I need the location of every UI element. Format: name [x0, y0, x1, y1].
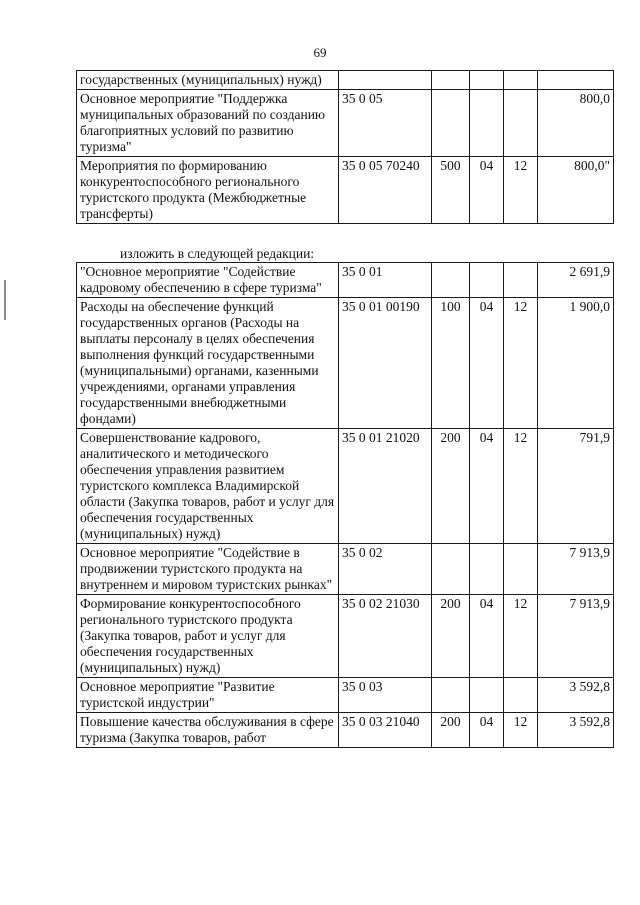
cell-code: 35 0 01	[339, 263, 432, 298]
cell-sum: 1 900,0	[538, 298, 614, 429]
cell-vr	[432, 90, 470, 157]
cell-code: 35 0 03 21040	[339, 713, 432, 748]
scan-edge-mark	[4, 280, 6, 320]
cell-sum: 2 691,9	[538, 263, 614, 298]
cell-sum: 800,0"	[538, 157, 614, 224]
cell-sum: 7 913,9	[538, 544, 614, 595]
cell-sum	[538, 71, 614, 90]
table-row	[77, 71, 614, 90]
cell-pr: 12	[504, 298, 538, 429]
table-row	[77, 298, 614, 429]
cell-name: "Основное мероприятие "Содействие кадровому обеспечению в сфере туризма"	[77, 263, 339, 298]
cell-vr: 200	[432, 713, 470, 748]
cell-sum: 3 592,8	[538, 678, 614, 713]
cell-code: 35 0 05 70240	[339, 157, 432, 224]
table-row	[77, 429, 614, 544]
cell-vr	[432, 263, 470, 298]
table-row	[77, 595, 614, 678]
table-row	[77, 263, 614, 298]
table-row	[77, 157, 614, 224]
table-row	[77, 713, 614, 748]
cell-code: 35 0 02	[339, 544, 432, 595]
cell-sum: 3 592,8	[538, 713, 614, 748]
cell-vr: 200	[432, 429, 470, 544]
cell-name: Основное мероприятие "Развитие туристской индустрии"	[77, 678, 339, 713]
cell-sum: 800,0	[538, 90, 614, 157]
cell-code: 35 0 03	[339, 678, 432, 713]
cell-rz	[470, 678, 504, 713]
cell-code: 35 0 01 00190	[339, 298, 432, 429]
budget-table-before	[76, 70, 614, 224]
cell-pr: 12	[504, 713, 538, 748]
cell-code: 35 0 01 21020	[339, 429, 432, 544]
cell-name: государственных (муниципальных) нужд)	[77, 71, 339, 90]
cell-sum: 7 913,9	[538, 595, 614, 678]
table-row	[77, 678, 614, 713]
cell-vr	[432, 678, 470, 713]
table-row	[77, 90, 614, 157]
cell-pr: 12	[504, 429, 538, 544]
cell-vr: 500	[432, 157, 470, 224]
cell-vr: 200	[432, 595, 470, 678]
cell-pr	[504, 263, 538, 298]
table-row	[77, 544, 614, 595]
cell-pr	[504, 544, 538, 595]
cell-pr: 12	[504, 595, 538, 678]
cell-rz: 04	[470, 298, 504, 429]
amendment-caption: изложить в следующей редакции:	[120, 246, 315, 261]
cell-name: Мероприятия по формированию конкурентоспособного регионального туристского продукта (Межбюджетные трансферты)	[77, 157, 339, 224]
cell-pr	[504, 90, 538, 157]
cell-name: Расходы на обеспечение функций государственных органов (Расходы на выплаты персоналу в целях обеспечения выполнения функций государственными (муниципальными) органами, казенными учреждениями, органами управления государственными внебюджетными фондами)	[77, 298, 339, 429]
cell-rz	[470, 263, 504, 298]
cell-name: Основное мероприятие "Содействие в продвижении туристского продукта на внутреннем и мировом туристских рынках"	[77, 544, 339, 595]
cell-pr: 12	[504, 157, 538, 224]
cell-rz	[470, 90, 504, 157]
cell-pr	[504, 71, 538, 90]
cell-vr	[432, 544, 470, 595]
cell-pr	[504, 678, 538, 713]
cell-sum: 791,9	[538, 429, 614, 544]
cell-rz: 04	[470, 157, 504, 224]
cell-vr	[432, 71, 470, 90]
cell-name: Формирование конкурентоспособного регионального туристского продукта (Закупка товаров, работ и услуг для обеспечения государственных (муниципальных) нужд)	[77, 595, 339, 678]
cell-rz	[470, 544, 504, 595]
cell-rz	[470, 71, 504, 90]
cell-vr: 100	[432, 298, 470, 429]
page-number: 69	[313, 45, 327, 60]
budget-table-after	[76, 262, 614, 748]
cell-code	[339, 71, 432, 90]
cell-code: 35 0 05	[339, 90, 432, 157]
cell-name: Повышение качества обслуживания в сфере туризма (Закупка товаров, работ	[77, 713, 339, 748]
cell-name: Основное мероприятие "Поддержка муниципальных образований по созданию благоприятных условий по развитию туризма"	[77, 90, 339, 157]
cell-rz: 04	[470, 595, 504, 678]
cell-rz: 04	[470, 429, 504, 544]
cell-rz: 04	[470, 713, 504, 748]
cell-name: Совершенствование кадрового, аналитического и методического обеспечения управления развитием туристского комплекса Владимирской области (Закупка товаров, работ и услуг для обеспечения государственных (муниципальных) нужд)	[77, 429, 339, 544]
cell-code: 35 0 02 21030	[339, 595, 432, 678]
